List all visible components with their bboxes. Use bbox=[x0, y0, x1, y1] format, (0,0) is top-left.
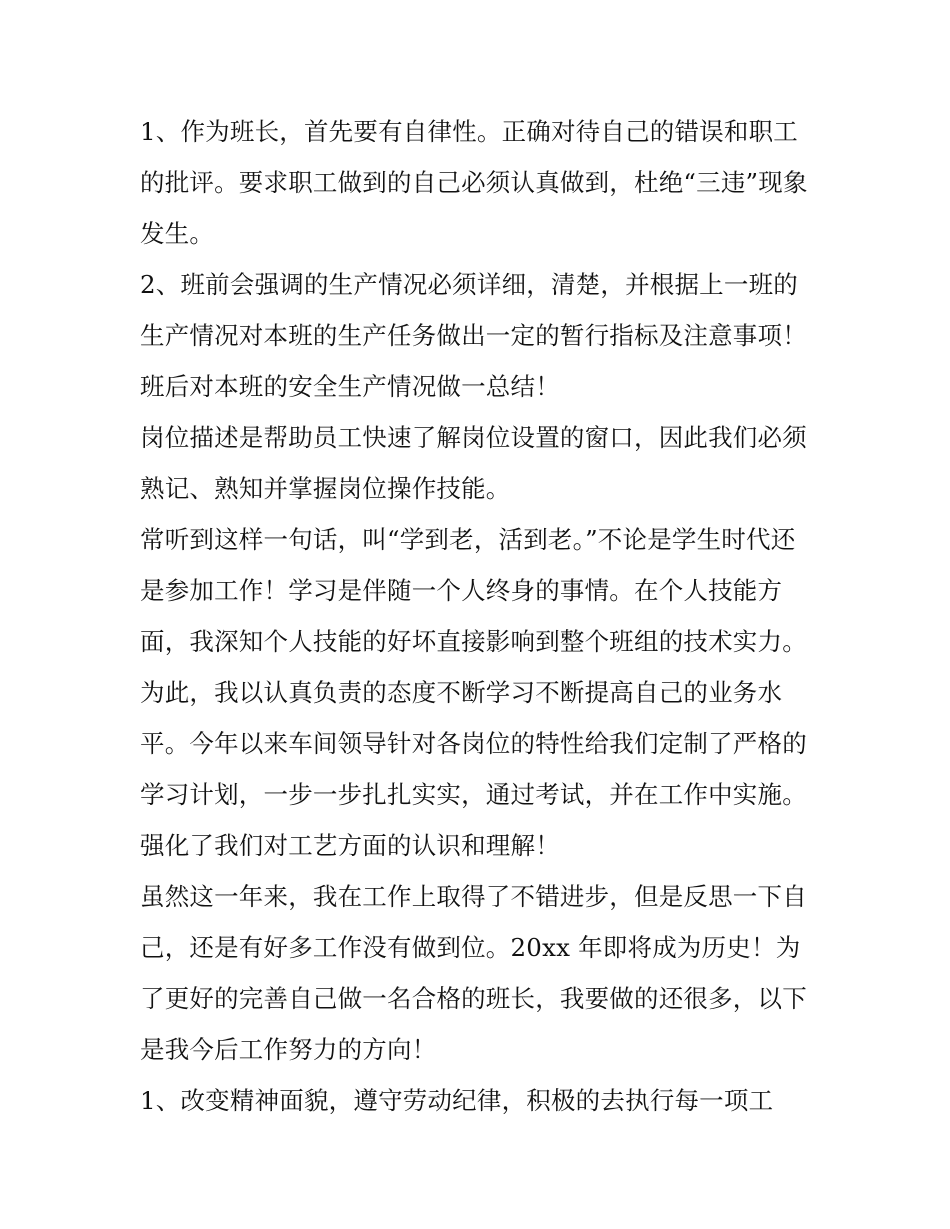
text-line: 平。今年以来车间领导针对各岗位的特性给我们定制了严格的 bbox=[140, 729, 807, 758]
text-line: 是我今后工作努力的方向！ bbox=[140, 1035, 437, 1064]
text-line: 强化了我们对工艺方面的认识和理解！ bbox=[140, 831, 560, 860]
text-line: 了更好的完善自己做一名合格的班长，我要做的还很多，以下 bbox=[140, 984, 807, 1013]
text-line: 常听到这样一句话，叫“学到老，活到老。”不论是学生时代还 bbox=[140, 525, 796, 554]
text-line: 熟记、熟知并掌握岗位操作技能。 bbox=[140, 474, 511, 503]
document-body bbox=[140, 106, 812, 1126]
text-line: 面，我深知个人技能的好坏直接影响到整个班组的技术实力。 bbox=[140, 627, 807, 656]
text-line: 1、作为班长，首先要有自律性。正确对待自己的错误和职工 bbox=[140, 117, 798, 146]
text-line: 的批评。要求职工做到的自己必须认真做到，杜绝“三违”现象 bbox=[140, 168, 808, 197]
text-line: 发生。 bbox=[140, 219, 215, 248]
text-line: 虽然这一年来，我在工作上取得了不错进步，但是反思一下自 bbox=[140, 882, 807, 911]
text-line: 是参加工作！学习是伴随一个人终身的事情。在个人技能方 bbox=[140, 576, 783, 605]
text-line: 生产情况对本班的生产任务做出一定的暂行指标及注意事项！ bbox=[140, 321, 807, 350]
text-line: 学习计划，一步一步扎扎实实，通过考试，并在工作中实施。 bbox=[140, 780, 807, 809]
text-line: 班后对本班的安全生产情况做一总结！ bbox=[140, 372, 560, 401]
text-line: 岗位描述是帮助员工快速了解岗位设置的窗口，因此我们必须 bbox=[140, 423, 807, 452]
text-line: 2、班前会强调的生产情况必须详细，清楚，并根据上一班的 bbox=[140, 270, 798, 299]
text-line: 1、改变精神面貌，遵守劳动纪律，积极的去执行每一项工 bbox=[140, 1086, 774, 1115]
text-line: 为此，我以认真负责的态度不断学习不断提高自己的业务水 bbox=[140, 678, 783, 707]
text-line: 己，还是有好多工作没有做到位。20xx 年即将成为历史！为 bbox=[140, 933, 801, 962]
